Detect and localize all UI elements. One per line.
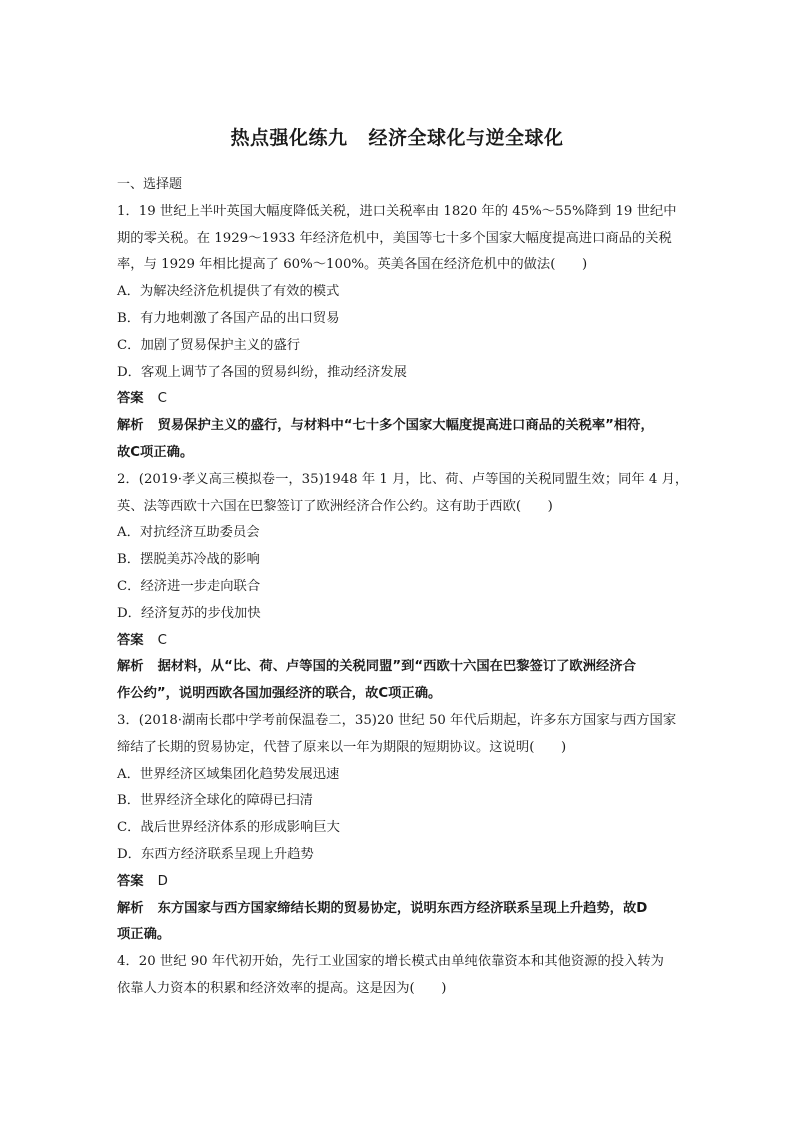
option-c: C．经济进一步走向联合 bbox=[117, 578, 261, 594]
answer-label: 答案 bbox=[117, 391, 144, 407]
analysis-row bbox=[117, 896, 679, 923]
option-d: D．客观上调节了各国的贸易纠纷，推动经济发展 bbox=[117, 364, 407, 380]
analysis-text: 东方国家与西方国家缔结长期的贸易协定，说明东西方经济联系呈现上升趋势，故D bbox=[157, 900, 648, 916]
option-d: D．东西方经济联系呈现上升趋势 bbox=[117, 846, 314, 862]
option-b: B．世界经济全球化的障碍已扫清 bbox=[117, 793, 313, 809]
question-stem-line: 英、法等西欧十六国在巴黎签订了欧洲经济合作公约。这有助于西欧( ) bbox=[117, 498, 553, 514]
page-title: 热点强化练九 经济全球化与逆全球化 bbox=[230, 127, 564, 149]
option-c: C．战后世界经济体系的形成影响巨大 bbox=[117, 820, 340, 836]
answer-row bbox=[117, 869, 679, 896]
question-stem-line: 4．20 世纪 90 年代初开始，先行工业国家的增长模式由单纯依靠资本和其他资源的投入转为 bbox=[117, 954, 664, 970]
answer-row bbox=[117, 386, 679, 413]
analysis-text: 据材料，从“比、荷、卢等国的关税同盟”到“西欧十六国在巴黎签订了欧洲经济合 bbox=[157, 659, 636, 675]
question-1 bbox=[117, 199, 679, 467]
analysis-row bbox=[117, 922, 679, 949]
analysis-text: 项正确。 bbox=[117, 927, 171, 943]
question-stem-line: 缔结了长期的贸易协定，代替了原来以一年为期限的短期协议。这说明( ) bbox=[117, 739, 567, 755]
analysis-row bbox=[117, 413, 679, 440]
option-c: C．加剧了贸易保护主义的盛行 bbox=[117, 337, 301, 353]
option-a: A．为解决经济危机提供了有效的模式 bbox=[117, 284, 340, 300]
option-b: B．摆脱美苏冷战的影响 bbox=[117, 552, 260, 568]
analysis-text: 贸易保护主义的盛行，与材料中“七十多个国家大幅度提高进口商品的关税率”相符， bbox=[157, 418, 654, 434]
question-stem-line: 1．19 世纪上半叶英国大幅度降低关税，进口关税率由 1820 年的 45%～55%降到 19 世纪中 bbox=[117, 203, 677, 219]
analysis-text: 作公约”，说明西欧各国加强经济的联合，故C项正确。 bbox=[117, 686, 442, 702]
question-stem-line: 2．(2019·孝义高三模拟卷一，35)1948 年 1 月，比、荷、卢等国的关税同盟生效；同年 4 月， bbox=[117, 471, 689, 487]
analysis-label: 解析 bbox=[117, 659, 144, 675]
section-heading: 一、选择题 bbox=[117, 177, 183, 192]
analysis-row bbox=[117, 654, 679, 681]
answer-value: D bbox=[157, 873, 168, 889]
question-2 bbox=[117, 467, 689, 708]
question-stem-line: 依靠人力资本的积累和经济效率的提高。这是因为( ) bbox=[117, 980, 447, 996]
answer-label: 答案 bbox=[117, 632, 144, 648]
option-a: A．对抗经济互助委员会 bbox=[117, 525, 260, 541]
analysis-row bbox=[117, 681, 679, 708]
analysis-label: 解析 bbox=[117, 418, 144, 434]
question-3 bbox=[117, 708, 679, 949]
option-b: B．有力地刺激了各国产品的出口贸易 bbox=[117, 310, 340, 326]
answer-value: C bbox=[157, 632, 167, 648]
question-4 bbox=[117, 949, 679, 1003]
analysis-row bbox=[117, 440, 679, 467]
question-stem-line: 期的零关税。在 1929～1933 年经济危机中，美国等七十多个国家大幅度提高进口商品的关税 bbox=[117, 230, 672, 246]
answer-row bbox=[117, 628, 679, 655]
option-d: D．经济复苏的步伐加快 bbox=[117, 605, 261, 621]
option-a: A．世界经济区域集团化趋势发展迅速 bbox=[117, 766, 340, 782]
answer-label: 答案 bbox=[117, 873, 144, 889]
analysis-label: 解析 bbox=[117, 900, 144, 916]
question-stem-line: 3．(2018·湖南长郡中学考前保温卷二，35)20 世纪 50 年代后期起，许多东方国家与西方国家 bbox=[117, 712, 677, 728]
question-stem-line: 率，与 1929 年相比提高了 60%～100%。英美各国在经济危机中的做法( ) bbox=[117, 257, 588, 273]
analysis-text: 故C项正确。 bbox=[117, 444, 194, 460]
answer-value: C bbox=[157, 391, 167, 407]
question-list bbox=[117, 172, 689, 1003]
